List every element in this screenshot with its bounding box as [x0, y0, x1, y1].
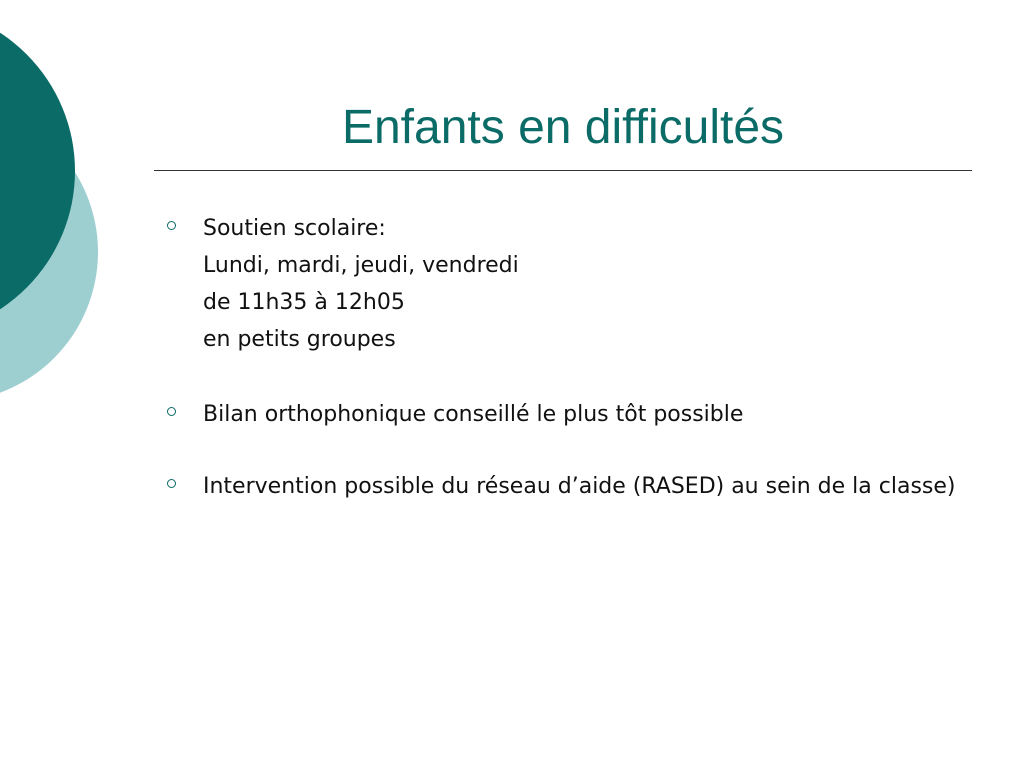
title-divider [154, 170, 972, 171]
bullet-text: Intervention possible du réseau d’aide (RASED) au sein de la classe) [203, 474, 956, 499]
hollow-circle-bullet-icon [167, 479, 176, 488]
bullet-item-intervention [160, 468, 972, 502]
hollow-circle-bullet-icon [167, 407, 176, 416]
hollow-circle-bullet-icon [167, 221, 176, 230]
bullet-line: de 11h35 à 12h05 [203, 290, 405, 315]
bullet-text: Bilan orthophonique conseillé le plus tôt possible [203, 402, 744, 427]
bullet-line: Soutien scolaire: [203, 216, 386, 241]
bullet-item-bilan [160, 396, 972, 430]
bullet-line: en petits groupes [203, 327, 396, 352]
slide-title: Enfants en difficultés [341, 101, 785, 154]
bullet-item-soutien [160, 210, 972, 358]
slide-content [160, 210, 972, 540]
bullet-line: Lundi, mardi, jeudi, vendredi [203, 253, 519, 278]
